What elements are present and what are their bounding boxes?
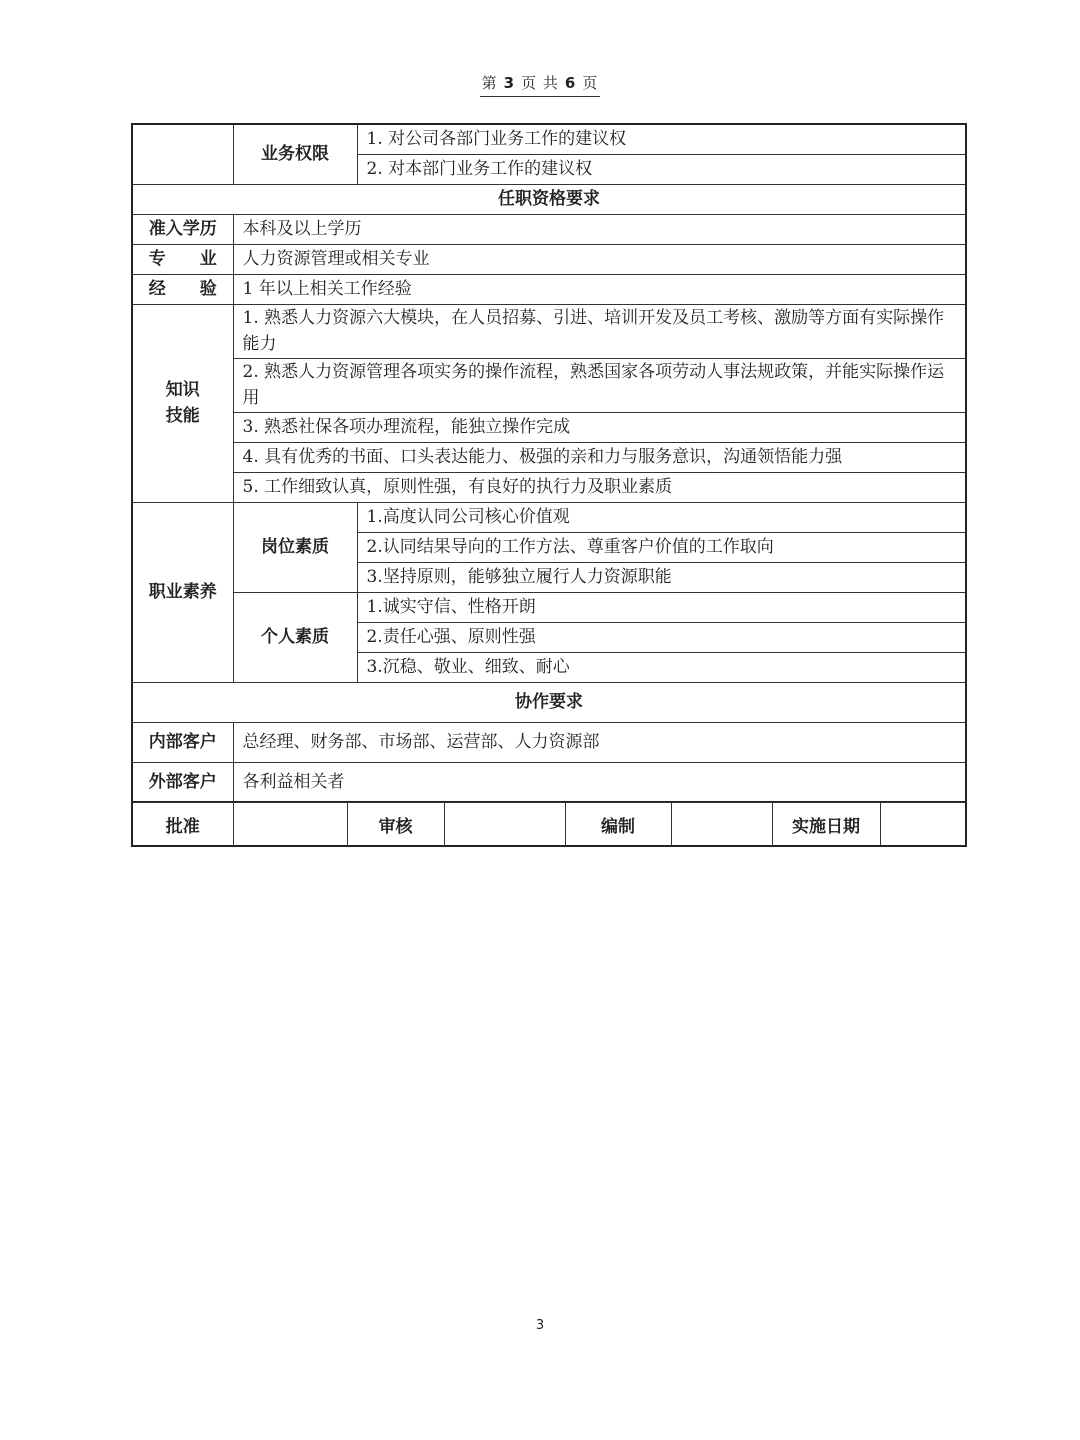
- knowledge-item: 3. 熟悉社保各项办理流程，能独立操作完成: [233, 412, 966, 442]
- implement-date-field[interactable]: [880, 803, 966, 847]
- compile-label: 编制: [565, 803, 671, 847]
- experience-value: 1 年以上相关工作经验: [233, 274, 966, 304]
- personal-quality-item: 2.责任心强、原则性强: [357, 622, 966, 652]
- header-total-pages: 6: [564, 74, 577, 92]
- skills-label: 技能: [165, 406, 200, 426]
- business-authority-item: 2. 对本部门业务工作的建议权: [357, 154, 966, 184]
- position-quality-item: 2.认同结果导向的工作方法、尊重客户价值的工作取向: [357, 532, 966, 562]
- knowledge-item: 1. 熟悉人力资源六大模块，在人员招募、引进、培训开发及员工考核、激励等方面有实际操作能力: [233, 304, 966, 358]
- page-number: 3: [535, 1318, 545, 1333]
- approve-signature-field[interactable]: [233, 803, 347, 847]
- business-authority-label: 业务权限: [233, 124, 357, 184]
- education-value: 本科及以上学历: [233, 214, 966, 244]
- job-description-table: [131, 123, 967, 803]
- experience-label: 经 验: [132, 274, 233, 304]
- compile-signature-field[interactable]: [671, 803, 772, 847]
- professional-quality-label: 职业素养: [132, 502, 233, 682]
- header-current-page: 3: [503, 74, 516, 92]
- major-value: 人力资源管理或相关专业: [233, 244, 966, 274]
- knowledge-item: 4. 具有优秀的书面、口头表达能力、极强的亲和力与服务意识，沟通领悟能力强: [233, 442, 966, 472]
- header-suffix: 页: [582, 74, 599, 92]
- page-header: [0, 72, 1080, 93]
- blank-cell: [132, 124, 233, 184]
- position-quality-item: 3.坚持原则，能够独立履行人力资源职能: [357, 562, 966, 592]
- education-label: 准入学历: [132, 214, 233, 244]
- major-label: 专 业: [132, 244, 233, 274]
- position-quality-item: 1.高度认同公司核心价值观: [357, 502, 966, 532]
- header-middle: 页 共: [521, 74, 559, 92]
- approve-label: 批准: [132, 803, 233, 847]
- qualifications-section-title: 任职资格要求: [132, 184, 966, 214]
- implement-date-label: 实施日期: [772, 803, 880, 847]
- knowledge-skills-label: [132, 304, 233, 502]
- knowledge-item: 2. 熟悉人力资源管理各项实务的操作流程，熟悉国家各项劳动人事法规政策，并能实际操作运用: [233, 358, 966, 412]
- external-customer-label: 外部客户: [132, 762, 233, 802]
- internal-customer-value: 总经理、财务部、市场部、运营部、人力资源部: [233, 722, 966, 762]
- internal-customer-label: 内部客户: [132, 722, 233, 762]
- review-signature-field[interactable]: [444, 803, 565, 847]
- personal-quality-label: 个人素质: [233, 592, 357, 682]
- personal-quality-item: 1.诚实守信、性格开朗: [357, 592, 966, 622]
- personal-quality-item: 3.沉稳、敬业、细致、耐心: [357, 652, 966, 682]
- business-authority-item: 1. 对公司各部门业务工作的建议权: [357, 124, 966, 154]
- knowledge-item: 5. 工作细致认真，原则性强，有良好的执行力及职业素质: [233, 472, 966, 502]
- cooperation-section-title: 协作要求: [132, 682, 966, 722]
- external-customer-value: 各利益相关者: [233, 762, 966, 802]
- position-quality-label: 岗位素质: [233, 502, 357, 592]
- knowledge-label: 知识: [165, 380, 200, 400]
- approval-footer-table: [131, 802, 967, 847]
- review-label: 审核: [347, 803, 444, 847]
- header-prefix: 第: [481, 74, 498, 92]
